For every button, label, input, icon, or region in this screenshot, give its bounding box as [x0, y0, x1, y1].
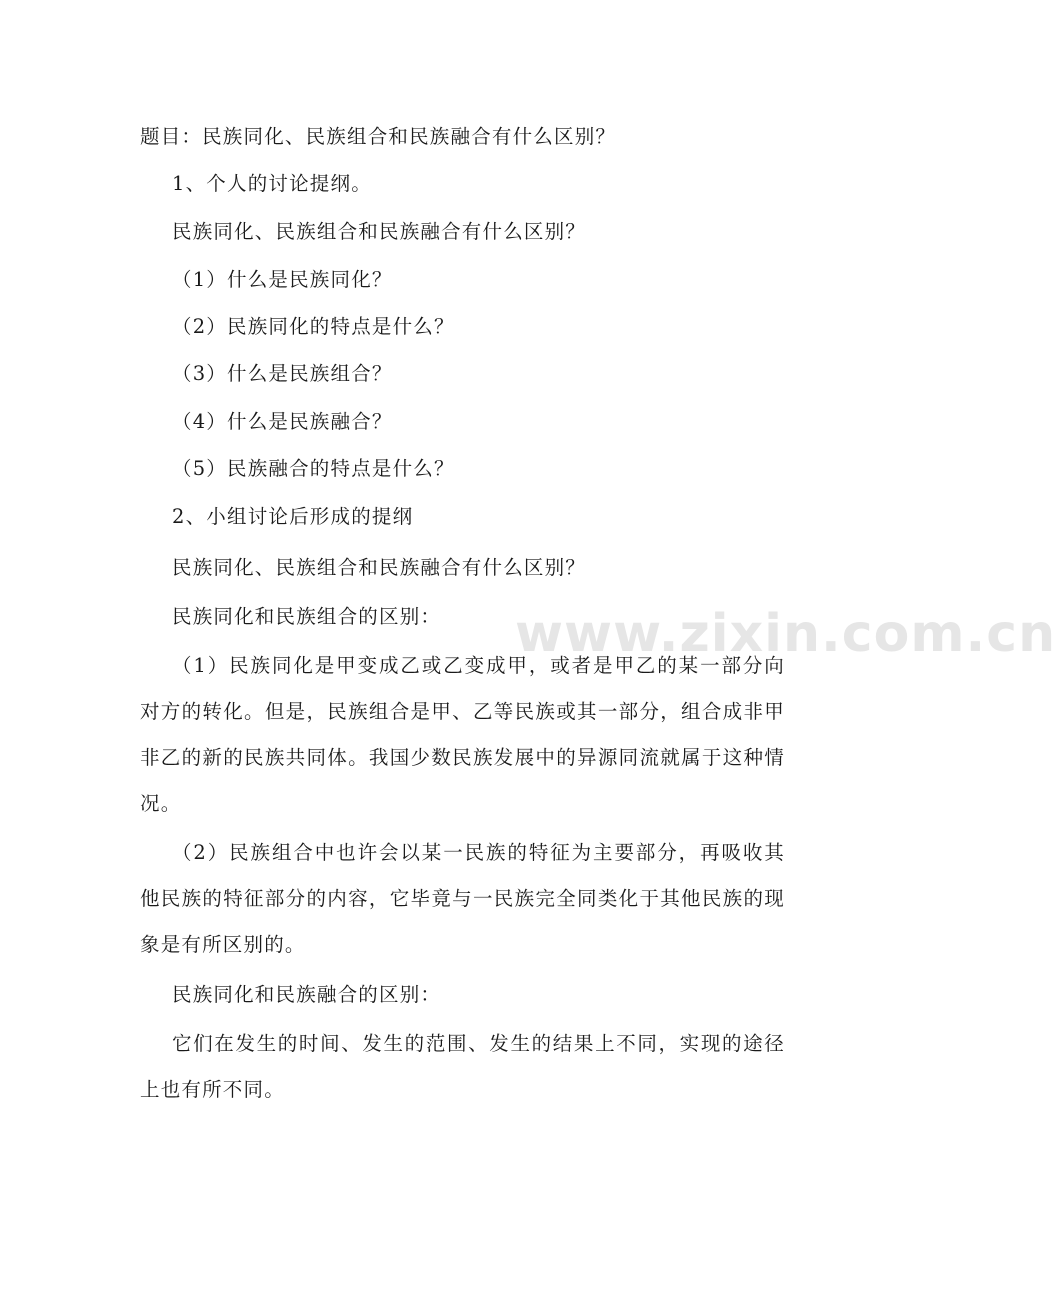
list-item: （1）什么是民族同化？ — [172, 268, 393, 291]
list-item: （5）民族融合的特点是什么？ — [172, 457, 455, 480]
watermark: www.zixin.com.cn — [515, 604, 1056, 664]
paragraph-3: 它们在发生的时间、发生的范围、发生的结果上不同，实现的途径上也有所不同。 — [140, 1032, 785, 1101]
section2-heading: 2、小组讨论后形成的提纲 — [172, 505, 414, 528]
section1-heading: 1、个人的讨论提纲。 — [172, 172, 372, 195]
sub1-heading: 民族同化和民族组合的区别： — [172, 605, 442, 628]
list-item: （2）民族同化的特点是什么？ — [172, 315, 455, 338]
list-item: （3）什么是民族组合？ — [172, 362, 393, 385]
paragraph-1: （1）民族同化是甲变成乙或乙变成甲，或者是甲乙的某一部分向对方的转化。但是，民族组合是甲、乙等民族或其一部分，组合成非甲非乙的新的民族共同体。我国少数民族发展中的异源同流就属于这种情况。 — [140, 654, 785, 815]
section2-question: 民族同化、民族组合和民族融合有什么区别？ — [172, 556, 587, 579]
document-title: 题目：民族同化、民族组合和民族融合有什么区别？ — [140, 125, 617, 148]
sub2-heading: 民族同化和民族融合的区别： — [172, 983, 442, 1006]
list-item: （4）什么是民族融合？ — [172, 410, 393, 433]
section1-question: 民族同化、民族组合和民族融合有什么区别？ — [172, 220, 587, 243]
paragraph-2: （2）民族组合中也许会以某一民族的特征为主要部分，再吸收其他民族的特征部分的内容，它毕竟与一民族完全同类化于其他民族的现象是有所区别的。 — [140, 841, 785, 956]
